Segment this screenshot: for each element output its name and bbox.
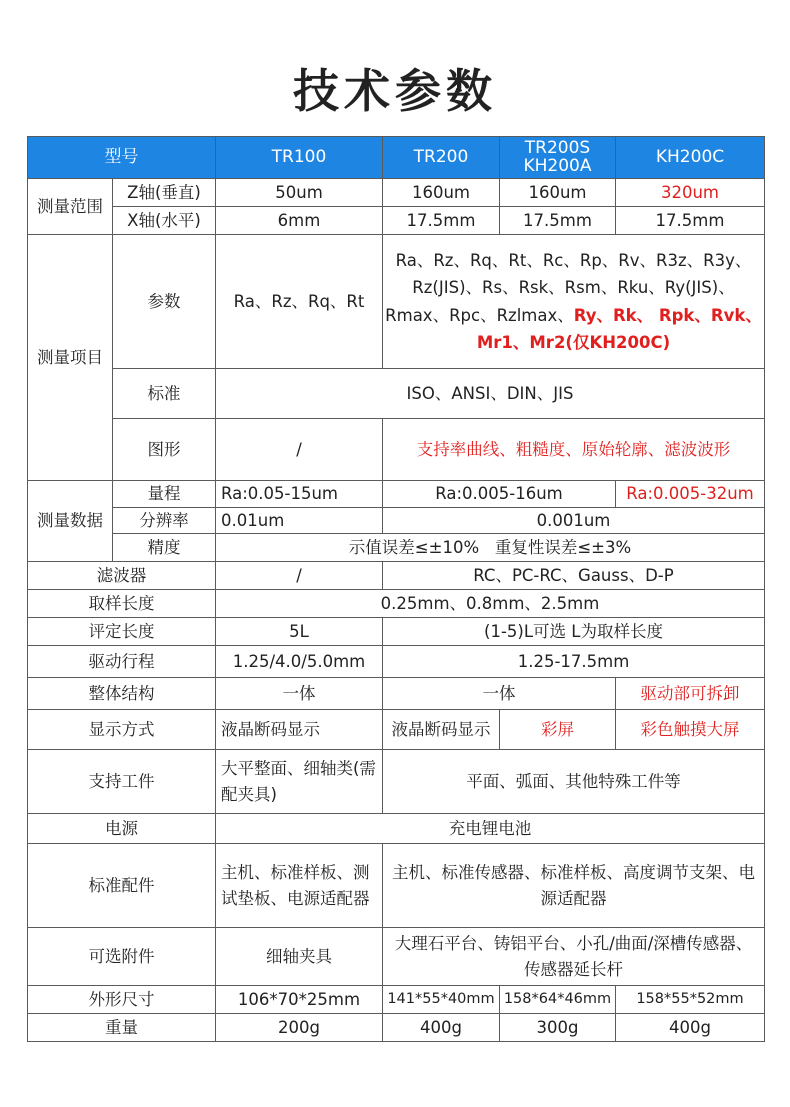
data-range-tr100: Ra:0.05-15um bbox=[216, 481, 383, 508]
header-model-kh200c: KH200C bbox=[616, 137, 765, 179]
data-range-mid: Ra:0.005-16um bbox=[383, 481, 616, 508]
range-x-tr200: 17.5mm bbox=[383, 207, 500, 235]
table-row bbox=[28, 1014, 765, 1042]
range-label: 测量范围 bbox=[28, 179, 113, 235]
structure-label: 整体结构 bbox=[28, 678, 216, 710]
data-accuracy-label: 精度 bbox=[113, 534, 216, 562]
table-row bbox=[28, 235, 765, 369]
table-row bbox=[28, 986, 765, 1014]
items-standard-value: ISO、ANSI、DIN、JIS bbox=[216, 369, 765, 419]
structure-tr100: 一体 bbox=[216, 678, 383, 710]
table-row bbox=[28, 481, 765, 508]
table-row bbox=[28, 534, 765, 562]
weight-label: 重量 bbox=[28, 1014, 216, 1042]
table-row bbox=[28, 844, 765, 928]
table-row bbox=[28, 590, 765, 618]
table-row bbox=[28, 814, 765, 844]
filter-others: RC、PC-RC、Gauss、D-P bbox=[383, 562, 765, 590]
table-row bbox=[28, 419, 765, 481]
table-row bbox=[28, 750, 765, 814]
size-label: 外形尺寸 bbox=[28, 986, 216, 1014]
items-graphics-label: 图形 bbox=[113, 419, 216, 481]
spec-table bbox=[27, 136, 765, 1042]
table-row bbox=[28, 710, 765, 750]
table-row bbox=[28, 618, 765, 646]
data-label: 测量数据 bbox=[28, 481, 113, 562]
header-model-tr100: TR100 bbox=[216, 137, 383, 179]
table-row bbox=[28, 562, 765, 590]
workpiece-label: 支持工件 bbox=[28, 750, 216, 814]
display-kh200c: 彩色触摸大屏 bbox=[616, 710, 765, 750]
display-tr100: 液晶断码显示 bbox=[216, 710, 383, 750]
drive-label: 驱动行程 bbox=[28, 646, 216, 678]
data-range-kh200c: Ra:0.005-32um bbox=[616, 481, 765, 508]
table-row bbox=[28, 369, 765, 419]
drive-others: 1.25-17.5mm bbox=[383, 646, 765, 678]
table-row bbox=[28, 207, 765, 235]
opt-accessories-tr100: 细轴夹具 bbox=[216, 928, 383, 986]
workpiece-others: 平面、弧面、其他特殊工件等 bbox=[383, 750, 765, 814]
sample-length-value: 0.25mm、0.8mm、2.5mm bbox=[216, 590, 765, 618]
power-value: 充电锂电池 bbox=[216, 814, 765, 844]
sample-length-label: 取样长度 bbox=[28, 590, 216, 618]
items-standard-label: 标准 bbox=[113, 369, 216, 419]
std-accessories-label: 标准配件 bbox=[28, 844, 216, 928]
range-z-tr200: 160um bbox=[383, 179, 500, 207]
items-params-label: 参数 bbox=[113, 235, 216, 369]
size-kh200c: 158*55*52mm bbox=[616, 986, 765, 1014]
weight-tr200s: 300g bbox=[500, 1014, 616, 1042]
header-model-label: 型号 bbox=[28, 137, 216, 179]
table-row bbox=[28, 179, 765, 207]
data-resolution-label: 分辨率 bbox=[113, 507, 216, 534]
header-model-tr200s: TR200S bbox=[524, 137, 591, 158]
opt-accessories-label: 可选附件 bbox=[28, 928, 216, 986]
range-z-tr100: 50um bbox=[216, 179, 383, 207]
table-row bbox=[28, 646, 765, 678]
display-label: 显示方式 bbox=[28, 710, 216, 750]
display-tr200s: 彩屏 bbox=[500, 710, 616, 750]
structure-mid: 一体 bbox=[383, 678, 616, 710]
table-row bbox=[28, 928, 765, 986]
size-tr200s: 158*64*46mm bbox=[500, 986, 616, 1014]
items-params-others-black: Ra、Rz、Rq、Rt、Rc、Rp、Rv、R3z、R3y、Rz(JIS)、Rs、Rsk、Rsm、Rku、Ry(JIS)、Rmax、Rpc、Rzlmax、 bbox=[385, 251, 752, 325]
items-params-others bbox=[383, 235, 765, 369]
size-tr100: 106*70*25mm bbox=[216, 986, 383, 1014]
power-label: 电源 bbox=[28, 814, 216, 844]
items-graphics-tr100: / bbox=[216, 419, 383, 481]
filter-tr100: / bbox=[216, 562, 383, 590]
items-params-tr100: Ra、Rz、Rq、Rt bbox=[216, 235, 383, 369]
data-resolution-tr100: 0.01um bbox=[216, 507, 383, 534]
data-range-label: 量程 bbox=[113, 481, 216, 508]
header-model-tr200s-kh200a bbox=[500, 137, 616, 179]
data-resolution-others: 0.001um bbox=[383, 507, 765, 534]
items-label: 测量项目 bbox=[28, 235, 113, 481]
items-graphics-others: 支持率曲线、粗糙度、原始轮廓、滤波波形 bbox=[383, 419, 765, 481]
range-x-label: X轴(水平) bbox=[113, 207, 216, 235]
header-model-kh200a: KH200A bbox=[523, 155, 592, 176]
header-row bbox=[28, 137, 765, 179]
structure-kh200c: 驱动部可拆卸 bbox=[616, 678, 765, 710]
weight-tr200: 400g bbox=[383, 1014, 500, 1042]
weight-tr100: 200g bbox=[216, 1014, 383, 1042]
range-z-tr200s: 160um bbox=[500, 179, 616, 207]
filter-label: 滤波器 bbox=[28, 562, 216, 590]
range-x-tr200s: 17.5mm bbox=[500, 207, 616, 235]
range-x-tr100: 6mm bbox=[216, 207, 383, 235]
eval-length-tr100: 5L bbox=[216, 618, 383, 646]
size-tr200: 141*55*40mm bbox=[383, 986, 500, 1014]
std-accessories-others: 主机、标准传感器、标准样板、高度调节支架、电源适配器 bbox=[383, 844, 765, 928]
opt-accessories-others: 大理石平台、铸铝平台、小孔/曲面/深槽传感器、传感器延长杆 bbox=[383, 928, 765, 986]
std-accessories-tr100: 主机、标准样板、测试垫板、电源适配器 bbox=[216, 844, 383, 928]
range-x-kh200c: 17.5mm bbox=[616, 207, 765, 235]
data-accuracy-value: 示值误差≤±10% 重复性误差≤±3% bbox=[216, 534, 765, 562]
eval-length-others: (1-5)L可选 L为取样长度 bbox=[383, 618, 765, 646]
eval-length-label: 评定长度 bbox=[28, 618, 216, 646]
range-z-kh200c: 320um bbox=[616, 179, 765, 207]
table-row bbox=[28, 678, 765, 710]
header-model-tr200: TR200 bbox=[383, 137, 500, 179]
workpiece-tr100: 大平整面、细轴类(需配夹具) bbox=[216, 750, 383, 814]
table-row bbox=[28, 507, 765, 534]
weight-kh200c: 400g bbox=[616, 1014, 765, 1042]
display-tr200: 液晶断码显示 bbox=[383, 710, 500, 750]
page-title: 技术参数 bbox=[293, 64, 497, 118]
drive-tr100: 1.25/4.0/5.0mm bbox=[216, 646, 383, 678]
range-z-label: Z轴(垂直) bbox=[113, 179, 216, 207]
items-params-others-red: Ry、Rk、 Rpk、Rvk、 Mr1、Mr2(仅KH200C) bbox=[476, 305, 762, 352]
